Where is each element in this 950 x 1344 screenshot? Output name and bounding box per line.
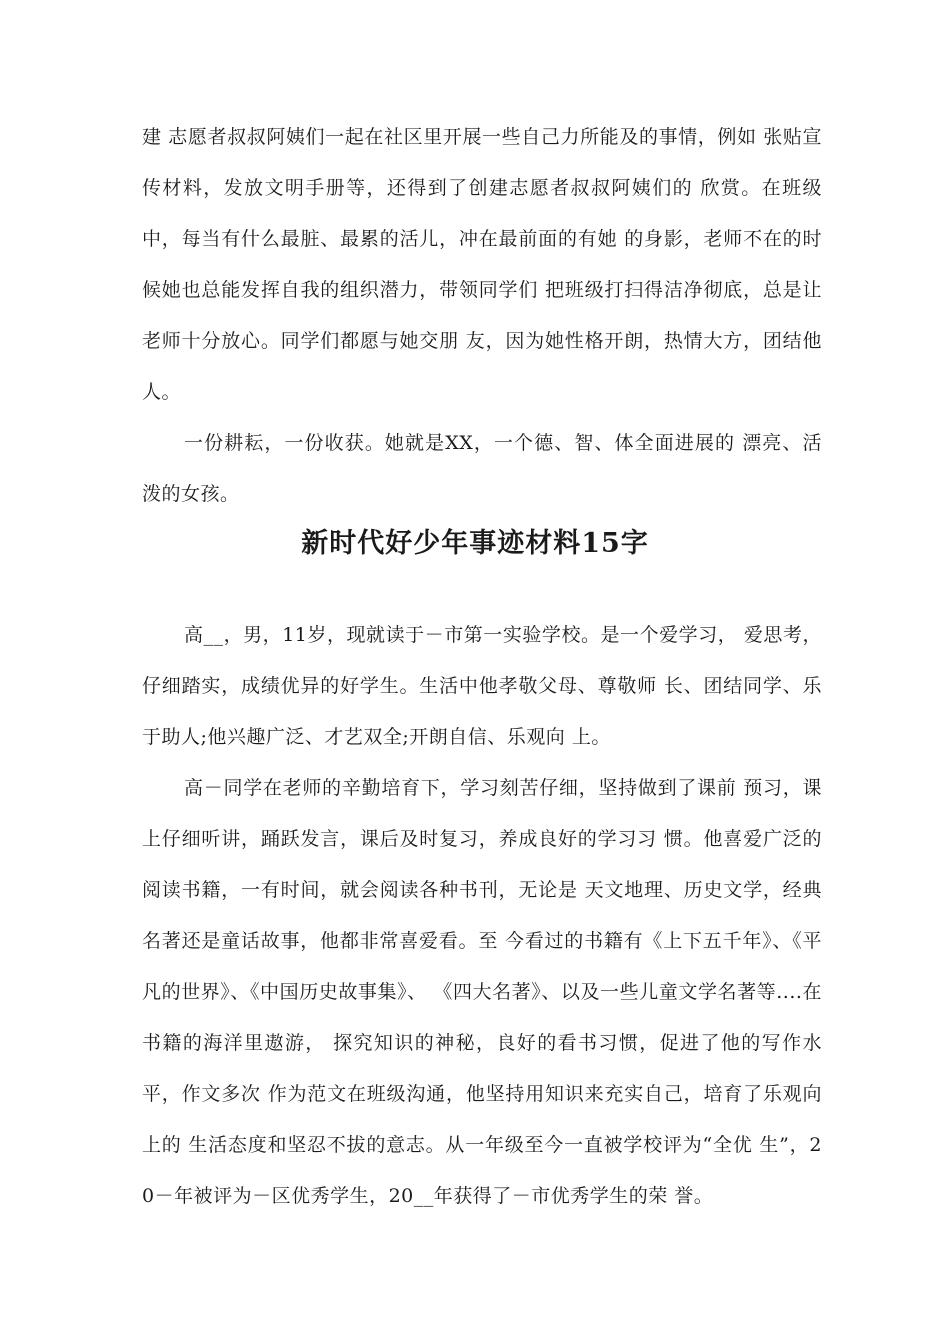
continued-paragraph: 建 志愿者叔叔阿姨们一起在社区里开展一些自己力所能及的事情，例如 张贴宣传材料，发放文明手册等，还得到了创建志愿者叔叔阿姨们的 欣赏。在班级中，每当有什么最脏、最累的活儿，冲在最前面的有她 的身影，老师不在的时候她也总能发挥自我的组织潜力，带领同学们 把班级打扫得洁净彻底，总是让老师十分放心。同学们都愿与她交朋 友，因为她性格开朗，热情大方，团结他人。 [142,126,822,403]
article-title: 新时代好少年事迹材料15字 [301,528,649,559]
article-paragraph-reading: 高－同学在老师的辛勤培育下，学习刻苦仔细，坚持做到了课前 预习，课上仔细听讲，踊跃发言，课后及时复习，养成良好的学习习 惯。他喜爱广泛的阅读书籍，一有时间，就会阅读各种书刊，无论是 天文地理、历史文学，经典名著还是童话故事，他都非常喜爱看。至 今看过的书籍有《上下五千年》、《平凡的世界》、《中国历史故事集》、 《四大名著》、以及一些儿童文学名著等....在书籍的海洋里遨游， 探究知识的神秘，良好的看书习惯，促进了他的写作水平，作文多次 作为范文在班级沟通，他坚持用知识来充实自己，培育了乐观向上的 生活态度和坚忍不拔的意志。从一年级至今一直被学校评为“全优 生”，20－年被评为－区优秀学生，20__年获得了－市优秀学生的荣 誉。 [142,777,822,1207]
closing-paragraph: 一份耕耘，一份收获。她就是XX，一个德、智、体全面进展的 漂亮、活泼的女孩。 [142,432,822,505]
article-paragraph-intro: 高__，男，11岁，现就读于－市第一实验学校。是一个爱学习， 爱思考，仔细踏实，成绩优异的好学生。生活中他孝敬父母、尊敬师 长、团结同学、乐于助人;他兴趣广泛、才艺双全;开朗自信、乐观向 上。 [142,624,822,748]
